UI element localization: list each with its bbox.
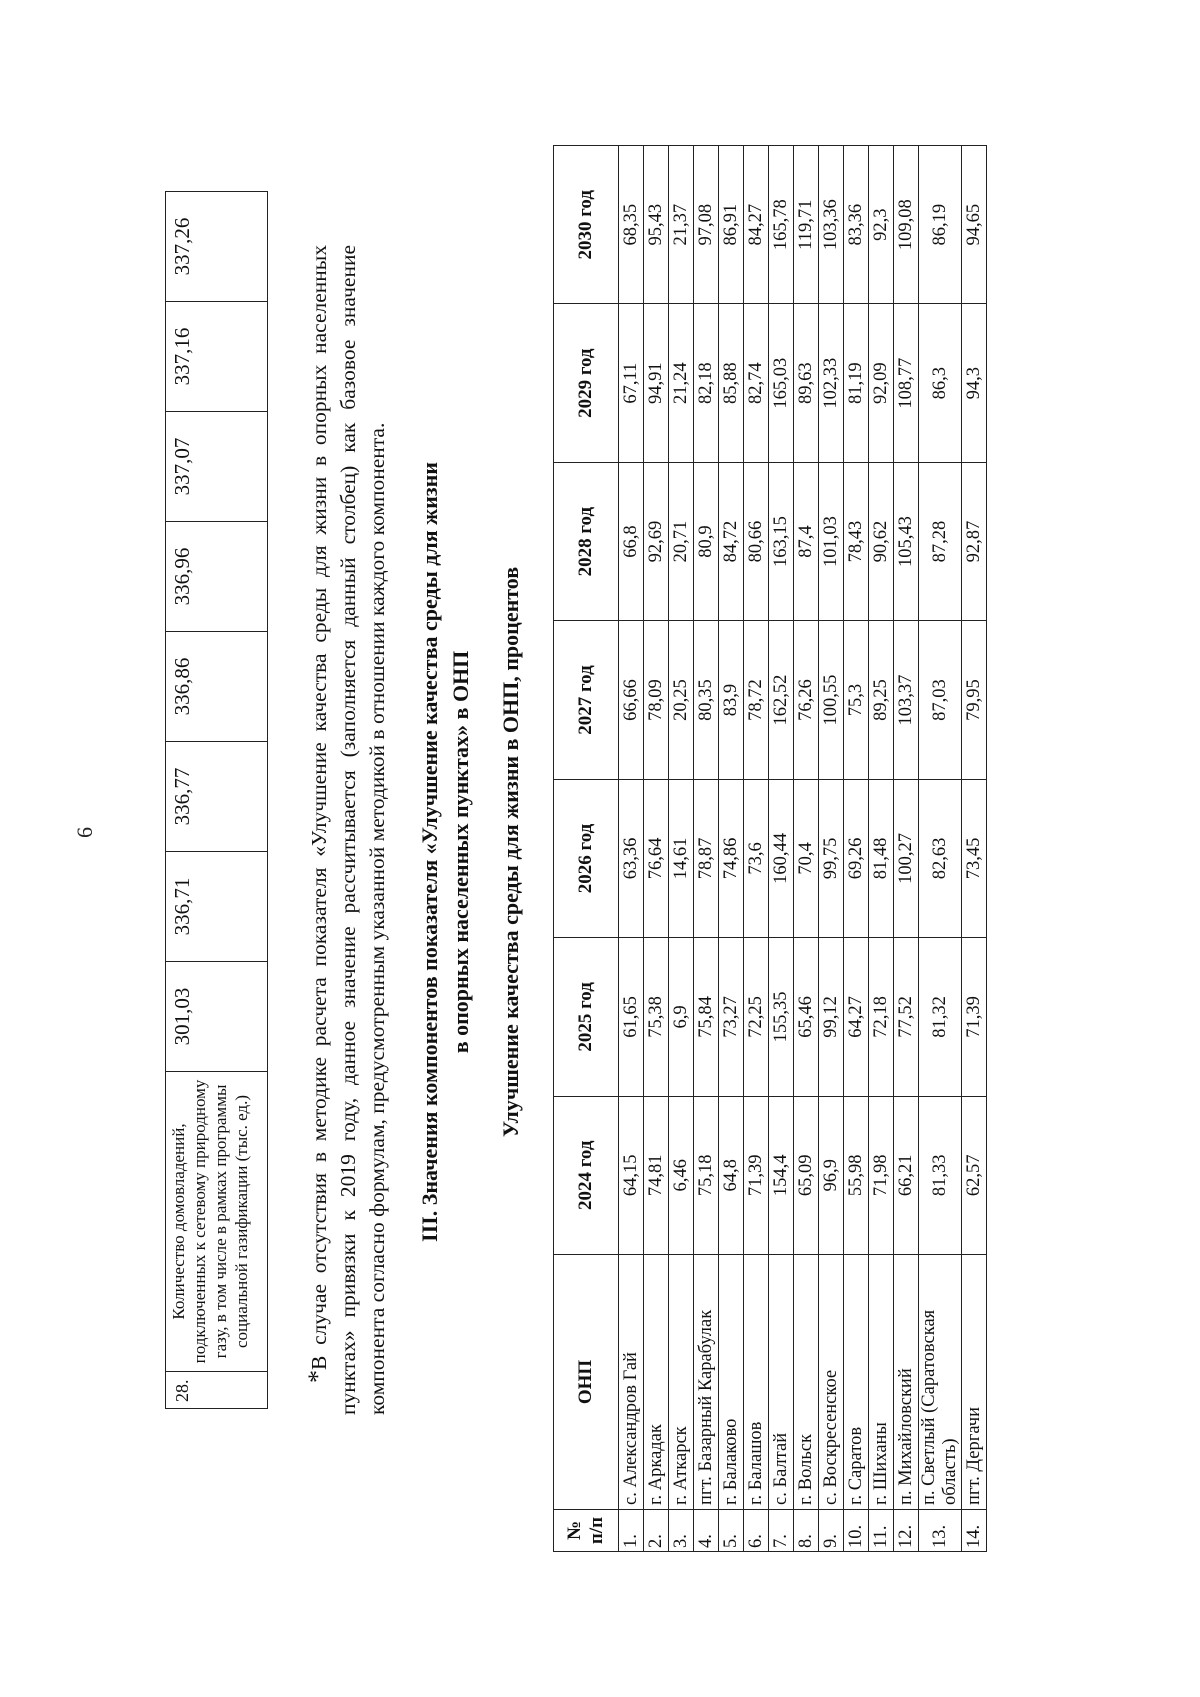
table-row <box>644 146 669 1552</box>
year-value-cell: 163,15 <box>769 462 794 620</box>
year-value-cell: 82,74 <box>744 304 769 462</box>
year-value-cell: 101,03 <box>819 462 844 620</box>
year-value-cell: 55,98 <box>844 1096 869 1254</box>
year-value-cell: 73,6 <box>744 779 769 937</box>
year-value-cell: 62,57 <box>962 1096 987 1254</box>
year-value-cell: 103,36 <box>819 146 844 304</box>
year-value-cell: 85,88 <box>719 304 744 462</box>
row-number-cell: 6. <box>744 1510 769 1552</box>
year-value-cell: 92,3 <box>869 146 894 304</box>
table-title: Улучшение качества среды для жизни в ОНП, процентов <box>498 566 523 1138</box>
row-number-cell: 2. <box>644 1510 669 1552</box>
table-row <box>769 146 794 1552</box>
column-header: 2027 год <box>554 621 619 779</box>
year-value-cell: 75,84 <box>694 938 719 1096</box>
row-number: 28. <box>166 1372 268 1409</box>
value-cell: 337,07 <box>166 412 268 522</box>
year-value-cell: 90,62 <box>869 462 894 620</box>
value-cell: 336,86 <box>166 632 268 742</box>
row-number-cell: 13. <box>919 1510 962 1552</box>
year-value-cell: 83,36 <box>844 146 869 304</box>
year-value-cell: 80,9 <box>694 462 719 620</box>
row-number-cell: 1. <box>619 1510 644 1552</box>
year-value-cell: 95,43 <box>644 146 669 304</box>
year-value-cell: 102,33 <box>819 304 844 462</box>
year-value-cell: 71,98 <box>869 1096 894 1254</box>
year-value-cell: 92,69 <box>644 462 669 620</box>
year-value-cell: 87,4 <box>794 462 819 620</box>
year-value-cell: 94,65 <box>962 146 987 304</box>
year-value-cell: 70,4 <box>794 779 819 937</box>
year-value-cell: 76,64 <box>644 779 669 937</box>
column-header: ОНП <box>554 1255 619 1510</box>
year-value-cell: 65,46 <box>794 938 819 1096</box>
year-value-cell: 73,45 <box>962 779 987 937</box>
year-value-cell: 6,9 <box>669 938 694 1096</box>
year-value-cell: 84,72 <box>719 462 744 620</box>
onp-name-cell: п. Светлый (Саратовская область) <box>919 1255 962 1510</box>
year-value-cell: 92,09 <box>869 304 894 462</box>
column-header: 2029 год <box>554 304 619 462</box>
table-row <box>919 146 962 1552</box>
year-value-cell: 77,52 <box>894 938 919 1096</box>
footnote-star: * <box>303 1370 332 1383</box>
footnote <box>303 245 392 1415</box>
year-value-cell: 100,27 <box>894 779 919 937</box>
value-cell: 337,16 <box>166 302 268 412</box>
row-number-cell: 14. <box>962 1510 987 1552</box>
year-value-cell: 108,77 <box>894 304 919 462</box>
year-value-cell: 87,28 <box>919 462 962 620</box>
year-value-cell: 81,48 <box>869 779 894 937</box>
page-number: 6 <box>72 827 97 838</box>
year-value-cell: 75,18 <box>694 1096 719 1254</box>
year-value-cell: 89,63 <box>794 304 819 462</box>
year-value-cell: 14,61 <box>669 779 694 937</box>
year-value-cell: 66,21 <box>894 1096 919 1254</box>
column-header: 2028 год <box>554 462 619 620</box>
table-row <box>844 146 869 1552</box>
table-row <box>869 146 894 1552</box>
onp-name-cell: с. Воскресенское <box>819 1255 844 1510</box>
year-value-cell: 21,24 <box>669 304 694 462</box>
table-row <box>819 146 844 1552</box>
year-value-cell: 68,35 <box>619 146 644 304</box>
row-number-cell: 4. <box>694 1510 719 1552</box>
onp-name-cell: п. Михайловский <box>894 1255 919 1510</box>
year-value-cell: 64,15 <box>619 1096 644 1254</box>
table-row <box>669 146 694 1552</box>
year-value-cell: 103,37 <box>894 621 919 779</box>
year-value-cell: 69,26 <box>844 779 869 937</box>
year-value-cell: 94,3 <box>962 304 987 462</box>
year-value-cell: 86,19 <box>919 146 962 304</box>
year-value-cell: 78,09 <box>644 621 669 779</box>
column-header: 2024 год <box>554 1096 619 1254</box>
row-number-cell: 10. <box>844 1510 869 1552</box>
onp-name-cell: г. Балаково <box>719 1255 744 1510</box>
year-value-cell: 82,18 <box>694 304 719 462</box>
value-cell: 336,77 <box>166 742 268 852</box>
year-value-cell: 74,86 <box>719 779 744 937</box>
table-row <box>694 146 719 1552</box>
column-header: 2025 год <box>554 938 619 1096</box>
onp-quality-table <box>553 145 987 1552</box>
year-value-cell: 160,44 <box>769 779 794 937</box>
year-value-cell: 72,25 <box>744 938 769 1096</box>
year-value-cell: 86,91 <box>719 146 744 304</box>
year-value-cell: 78,87 <box>694 779 719 937</box>
year-value-cell: 86,3 <box>919 304 962 462</box>
year-value-cell: 165,78 <box>769 146 794 304</box>
year-value-cell: 81,19 <box>844 304 869 462</box>
table-body <box>619 146 987 1552</box>
year-value-cell: 64,27 <box>844 938 869 1096</box>
onp-name-cell: г. Вольск <box>794 1255 819 1510</box>
table-row <box>962 146 987 1552</box>
year-value-cell: 78,43 <box>844 462 869 620</box>
year-value-cell: 96,9 <box>819 1096 844 1254</box>
year-value-cell: 99,12 <box>819 938 844 1096</box>
onp-name-cell: г. Аткарск <box>669 1255 694 1510</box>
table-row <box>619 146 644 1552</box>
year-value-cell: 80,35 <box>694 621 719 779</box>
value-cell: 301,03 <box>166 962 268 1072</box>
row-label: Количество домовладений, подключенных к сетевому природному газу, в том числе в рамках программы социальной газификации (тыс. ед.) <box>166 1072 268 1372</box>
year-value-cell: 65,09 <box>794 1096 819 1254</box>
row-number-cell: 3. <box>669 1510 694 1552</box>
year-value-cell: 71,39 <box>744 1096 769 1254</box>
year-value-cell: 63,36 <box>619 779 644 937</box>
year-value-cell: 155,35 <box>769 938 794 1096</box>
row-number-cell: 11. <box>869 1510 894 1552</box>
row-number-cell: 8. <box>794 1510 819 1552</box>
year-value-cell: 92,87 <box>962 462 987 620</box>
onp-name-cell: г. Балашов <box>744 1255 769 1510</box>
year-value-cell: 78,72 <box>744 621 769 779</box>
onp-name-cell: г. Шиханы <box>869 1255 894 1510</box>
year-value-cell: 80,66 <box>744 462 769 620</box>
year-value-cell: 154,4 <box>769 1096 794 1254</box>
year-value-cell: 74,81 <box>644 1096 669 1254</box>
indicator-row-28 <box>165 191 268 1409</box>
year-value-cell: 119,71 <box>794 146 819 304</box>
onp-name-cell: пгт. Дергачи <box>962 1255 987 1510</box>
year-value-cell: 81,32 <box>919 938 962 1096</box>
section-title-line: в опорных населенных пунктах» в ОНП <box>448 650 473 1054</box>
value-cell: 336,71 <box>166 852 268 962</box>
value-cell: 336,96 <box>166 522 268 632</box>
year-value-cell: 165,03 <box>769 304 794 462</box>
row-number-cell: 7. <box>769 1510 794 1552</box>
onp-name-cell: с. Александров Гай <box>619 1255 644 1510</box>
row-number-cell: 12. <box>894 1510 919 1552</box>
onp-name-cell: г. Саратов <box>844 1255 869 1510</box>
year-value-cell: 75,3 <box>844 621 869 779</box>
table-header-row <box>554 146 619 1552</box>
year-value-cell: 20,25 <box>669 621 694 779</box>
year-value-cell: 83,9 <box>719 621 744 779</box>
year-value-cell: 76,26 <box>794 621 819 779</box>
year-value-cell: 75,38 <box>644 938 669 1096</box>
table-row <box>744 146 769 1552</box>
year-value-cell: 6,46 <box>669 1096 694 1254</box>
table-row <box>894 146 919 1552</box>
year-value-cell: 66,66 <box>619 621 644 779</box>
year-value-cell: 109,08 <box>894 146 919 304</box>
onp-name-cell: пгт. Базарный Карабулак <box>694 1255 719 1510</box>
year-value-cell: 61,65 <box>619 938 644 1096</box>
onp-name-cell: г. Аркадак <box>644 1255 669 1510</box>
year-value-cell: 94,91 <box>644 304 669 462</box>
year-value-cell: 20,71 <box>669 462 694 620</box>
year-value-cell: 64,8 <box>719 1096 744 1254</box>
year-value-cell: 81,33 <box>919 1096 962 1254</box>
row-number-cell: 9. <box>819 1510 844 1552</box>
year-value-cell: 73,27 <box>719 938 744 1096</box>
year-value-cell: 79,95 <box>962 621 987 779</box>
column-header: № п/п <box>554 1510 619 1552</box>
row-number-cell: 5. <box>719 1510 744 1552</box>
year-value-cell: 66,8 <box>619 462 644 620</box>
year-value-cell: 72,18 <box>869 938 894 1096</box>
table-row <box>794 146 819 1552</box>
year-value-cell: 21,37 <box>669 146 694 304</box>
year-value-cell: 67,11 <box>619 304 644 462</box>
value-cell: 337,26 <box>166 192 268 302</box>
onp-name-cell: с. Балтай <box>769 1255 794 1510</box>
section-title-line: III. Значения компонентов показателя «Улучшение качества среды для жизни <box>417 462 442 1242</box>
column-header: 2026 год <box>554 779 619 937</box>
year-value-cell: 162,52 <box>769 621 794 779</box>
year-value-cell: 87,03 <box>919 621 962 779</box>
year-value-cell: 71,39 <box>962 938 987 1096</box>
footnote-text: В случае отсутствия в методике расчета показателя «Улучшение качества среды для жизни в опорных населенных пунктах» привязки к 2019 году, данное значение рассчитывается (заполняется данный столбец) как базовое значение компонента согласно формулам, предусмотренным указанной методикой в отношении каждого компонента. <box>307 245 389 1415</box>
year-value-cell: 99,75 <box>819 779 844 937</box>
year-value-cell: 82,63 <box>919 779 962 937</box>
year-value-cell: 89,25 <box>869 621 894 779</box>
year-value-cell: 105,43 <box>894 462 919 620</box>
year-value-cell: 84,27 <box>744 146 769 304</box>
table-row <box>719 146 744 1552</box>
year-value-cell: 97,08 <box>694 146 719 304</box>
year-value-cell: 100,55 <box>819 621 844 779</box>
column-header: 2030 год <box>554 146 619 304</box>
section-title <box>414 257 476 1447</box>
